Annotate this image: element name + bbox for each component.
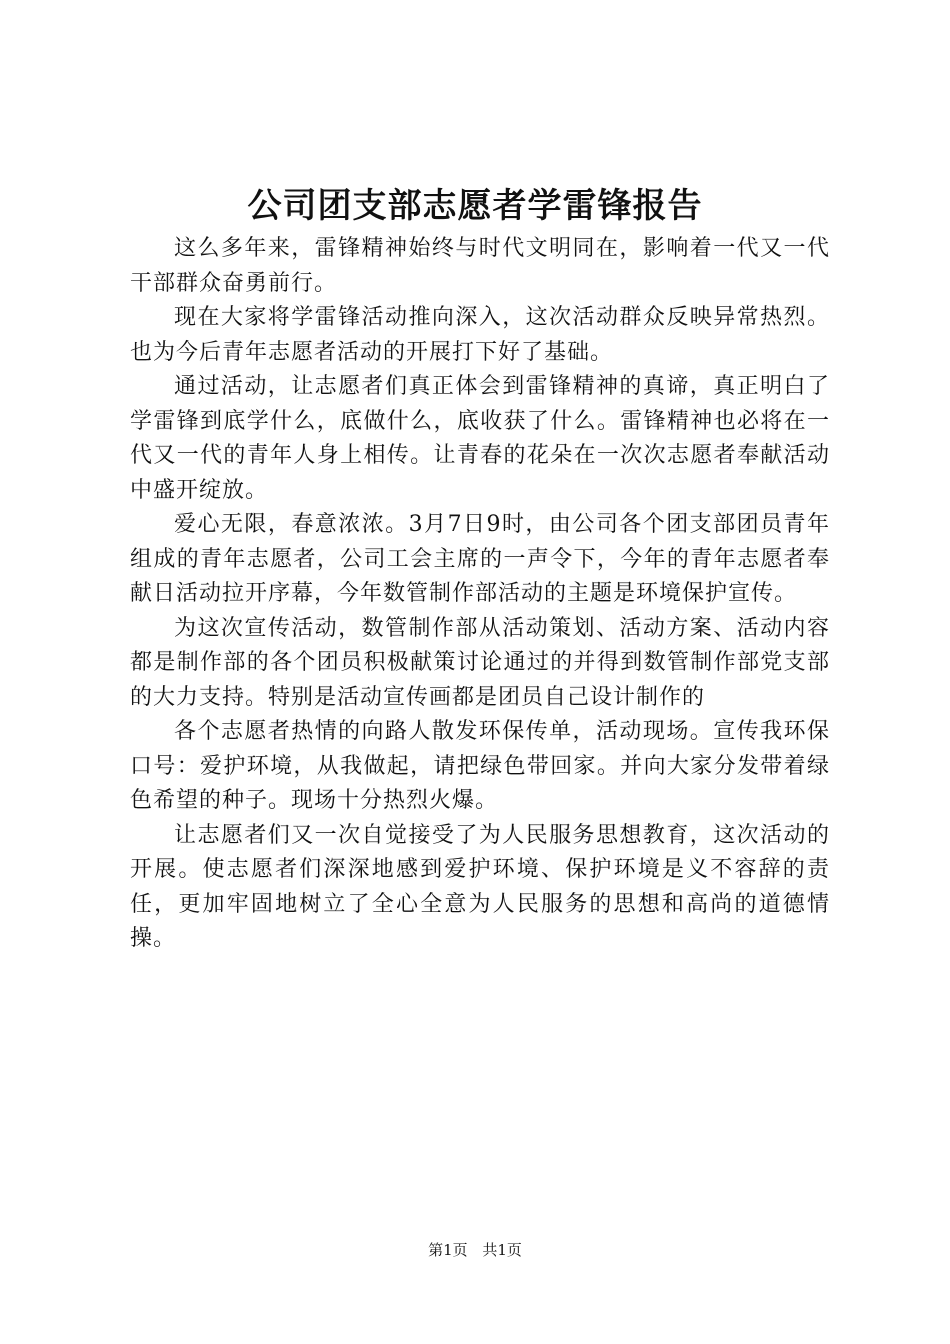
page-footer <box>0 1240 950 1260</box>
document-title: 公司团支部志愿者学雷锋报告 <box>247 186 703 226</box>
paragraph-7: 让志愿者们又一次自觉接受了为人民服务思想教育，这次活动的开展。使志愿者们深深地感到爱护环境、保护环境是义不容辞的责任，更加牢固地树立了全心全意为人民服务的思想和高尚的道德情操。 <box>130 822 830 951</box>
paragraph-3: 通过活动，让志愿者们真正体会到雷锋精神的真谛，真正明白了学雷锋到底学什么，底做什么，底收获了什么。雷锋精神也必将在一代又一代的青年人身上相传。让青春的花朵在一次次志愿者奉献活动中盛开绽放。 <box>130 374 830 503</box>
paragraph-1: 这么多年来，雷锋精神始终与时代文明同在，影响着一代又一代干部群众奋勇前行。 <box>130 236 830 296</box>
document-body <box>130 232 830 957</box>
paragraph-6: 各个志愿者热情的向路人散发环保传单，活动现场。宣传我环保口号：爱护环境，从我做起，请把绿色带回家。并向大家分发带着绿色希望的种子。现场十分热烈火爆。 <box>130 719 830 813</box>
page-total: 共1页 <box>482 1241 522 1259</box>
paragraph-5: 为这次宣传活动，数管制作部从活动策划、活动方案、活动内容都是制作部的各个团员积极献策讨论通过的并得到数管制作部党支部的大力支持。特别是活动宣传画都是团员自己设计制作的 <box>130 615 830 710</box>
paragraph-4: 爱心无限，春意浓浓。3月7日9时，由公司各个团支部团员青年组成的青年志愿者，公司工会主席的一声令下，今年的青年志愿者奉献日活动拉开序幕，今年数管制作部活动的主题是环境保护宣传。 <box>130 512 830 606</box>
paragraph-2: 现在大家将学雷锋活动推向深入，这次活动群众反映异常热烈。也为今后青年志愿者活动的开展打下好了基础。 <box>130 305 830 365</box>
page-number: 第1页 <box>428 1241 468 1259</box>
